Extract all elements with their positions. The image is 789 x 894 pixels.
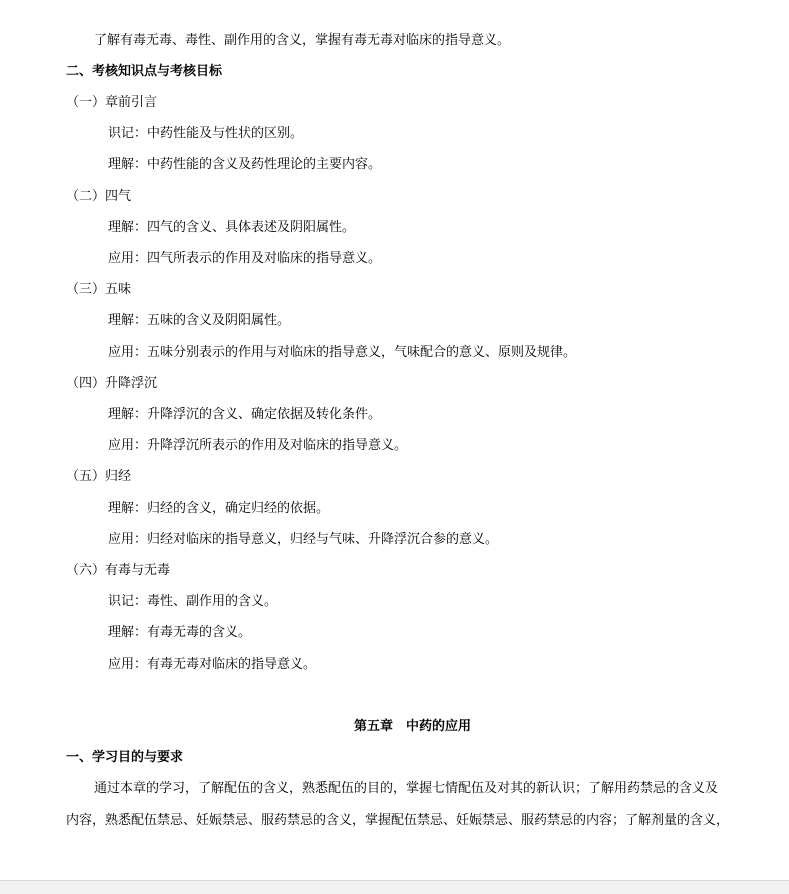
topic-item: 应用：有毒无毒对临床的指导意义。 bbox=[108, 657, 317, 672]
topic-item: 应用：升降浮沉所表示的作用及对临床的指导意义。 bbox=[108, 438, 408, 453]
topic-heading: （一）章前引言 bbox=[66, 95, 158, 110]
topic-item: 理解：升降浮沉的含义、确定依据及转化条件。 bbox=[108, 407, 382, 422]
paragraph-line: 内容，熟悉配伍禁忌、妊娠禁忌、服药禁忌的含义，掌握配伍禁忌、妊娠禁忌、服药禁忌的内容；了解剂量的含义， bbox=[66, 813, 730, 828]
topic-heading: （四）升降浮沉 bbox=[66, 376, 158, 391]
chapter-title: 第五章 中药的应用 bbox=[354, 719, 472, 734]
topic-item: 理解：五味的含义及阴阳属性。 bbox=[108, 313, 291, 328]
topic-item: 应用：四气所表示的作用及对临床的指导意义。 bbox=[108, 251, 382, 266]
topic-heading: （六）有毒与无毒 bbox=[66, 563, 171, 578]
topic-heading: （五）归经 bbox=[66, 469, 132, 484]
section-heading-objectives: 一、学习目的与要求 bbox=[66, 750, 184, 765]
topic-item: 识记：中药性能及与性状的区别。 bbox=[108, 126, 304, 141]
topic-item: 应用：归经对临床的指导意义，归经与气味、升降浮沉合参的意义。 bbox=[108, 532, 499, 547]
topic-item: 理解：有毒无毒的含义。 bbox=[108, 625, 252, 640]
topic-item: 理解：中药性能的含义及药性理论的主要内容。 bbox=[108, 157, 382, 172]
section-heading-assessment: 二、考核知识点与考核目标 bbox=[66, 64, 223, 79]
topic-heading: （三）五味 bbox=[66, 282, 132, 297]
topic-item: 理解：四气的含义、具体表述及阴阳属性。 bbox=[108, 220, 356, 235]
topic-item: 识记：毒性、副作用的含义。 bbox=[108, 594, 278, 609]
topic-heading: （二）四气 bbox=[66, 189, 132, 204]
paragraph-line: 通过本章的学习，了解配伍的含义，熟悉配伍的目的，掌握七情配伍及对其的新认识；了解用药禁忌的含义及 bbox=[94, 781, 719, 796]
intro-sentence: 了解有毒无毒、毒性、副作用的含义，掌握有毒无毒对临床的指导意义。 bbox=[94, 33, 511, 48]
topic-item: 理解：归经的含义，确定归经的依据。 bbox=[108, 501, 330, 516]
page-bottom-bar bbox=[0, 880, 789, 894]
topic-item: 应用：五味分别表示的作用与对临床的指导意义，气味配合的意义、原则及规律。 bbox=[108, 345, 577, 360]
